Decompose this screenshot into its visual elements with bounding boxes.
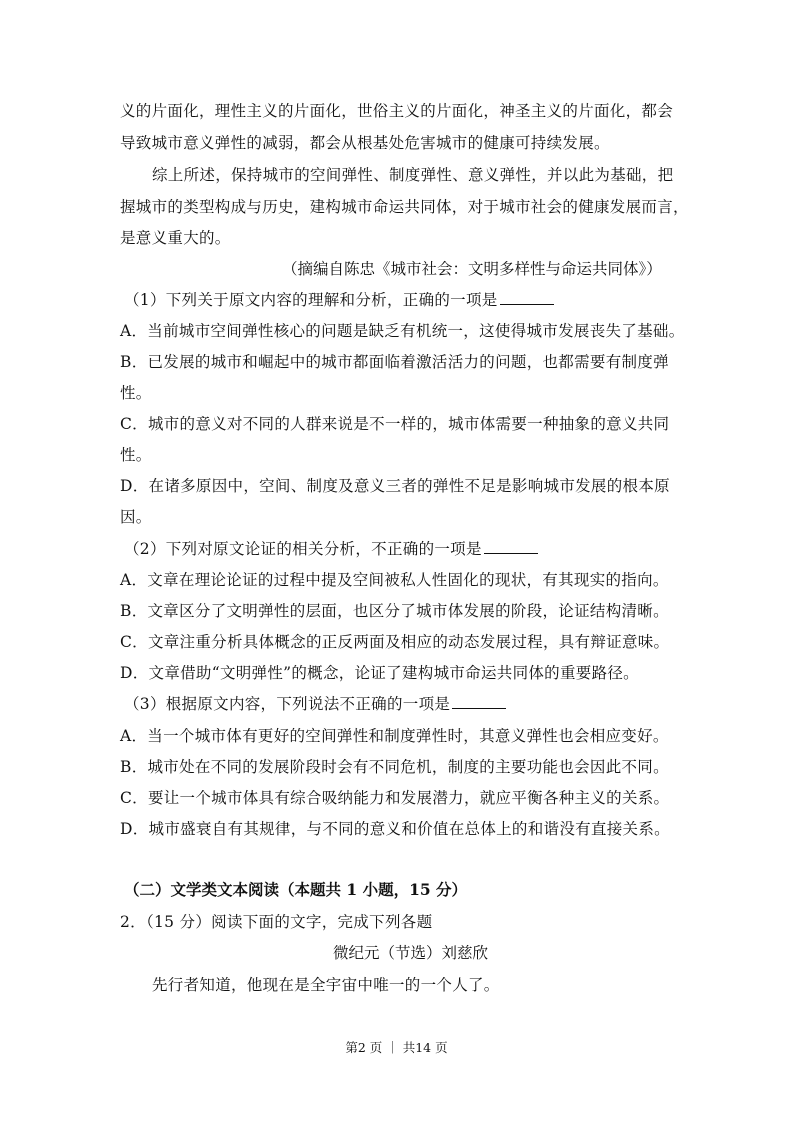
page-footer: 第2 页 ｜ 共14 页 bbox=[345, 1040, 448, 1055]
answer-blank bbox=[484, 539, 538, 554]
option-c-cont: 性。 bbox=[120, 446, 152, 464]
question-stem: （1）下列关于原文内容的理解和分析，正确的一项是 bbox=[124, 290, 684, 310]
paragraph-line: 导致城市意义弹性的减弱，都会从根基处危害城市的健康可持续发展。 bbox=[120, 134, 610, 152]
question-heading: 2．（15 分）阅读下面的文字，完成下列各题 bbox=[120, 913, 433, 931]
paragraph-line: 是意义重大的。 bbox=[120, 229, 231, 247]
option-d: D．文章借助“文明弹性”的概念，论证了建构城市命运共同体的重要路径。 bbox=[120, 664, 639, 682]
option-b-cont: 性。 bbox=[120, 384, 152, 402]
option-c: C．城市的意义对不同的人群来说是不一样的，城市体需要一种抽象的意义共同 bbox=[120, 415, 670, 433]
question-stem: （3）根据原文内容，下列说法不正确的一项是 bbox=[124, 694, 684, 714]
option-a: A．当前城市空间弹性核心的问题是缺乏有机统一，这使得城市发展丧失了基础。 bbox=[120, 322, 685, 340]
paragraph-line: 握城市的类型构成与历史，建构城市命运共同体，对于城市社会的健康发展而言， bbox=[120, 198, 689, 216]
option-d: D．在诸多原因中，空间、制度及意义三者的弹性不足是影响城市发展的根本原 bbox=[120, 477, 670, 495]
option-b: B．已发展的城市和崛起中的城市都面临着激活活力的问题，也都需要有制度弹 bbox=[120, 353, 669, 371]
answer-blank bbox=[500, 290, 554, 305]
option-c: C．要让一个城市体具有综合吸纳能力和发展潜力，就应平衡各种主义的关系。 bbox=[120, 789, 670, 807]
source-attribution: （摘编自陈忠《城市社会：文明多样性与命运共同体》） bbox=[282, 260, 662, 278]
question-stem: （2）下列对原文论证的相关分析，不正确的一项是 bbox=[124, 539, 684, 559]
option-b: B．城市处在不同的发展阶段时会有不同危机，制度的主要功能也会因此不同。 bbox=[120, 758, 669, 776]
option-c: C．文章注重分析具体概念的正反两面及相应的动态发展过程，具有辩证意味。 bbox=[120, 633, 670, 651]
option-d-cont: 因。 bbox=[120, 508, 152, 526]
paragraph-line: 义的片面化，理性主义的片面化，世俗主义的片面化，神圣主义的片面化，都会 bbox=[120, 102, 674, 120]
option-d: D．城市盛衰自有其规律，与不同的意义和价值在总体上的和谐没有直接关系。 bbox=[120, 820, 670, 838]
answer-blank bbox=[452, 694, 506, 709]
option-a: A．当一个城市体有更好的空间弹性和制度弹性时，其意义弹性也会相应变好。 bbox=[120, 727, 669, 745]
story-first-line: 先行者知道，他现在是全宇宙中唯一的一个人了。 bbox=[152, 976, 500, 994]
paragraph-line: 综上所述，保持城市的空间弹性、制度弹性、意义弹性，并以此为基础，把 bbox=[152, 166, 674, 184]
story-title: 微纪元（节选）刘慈欣 bbox=[332, 944, 488, 962]
section-heading: （二）文学类文本阅读（本题共 1 小题，15 分） bbox=[124, 880, 468, 899]
option-b: B．文章区分了文明弹性的层面，也区分了城市体发展的阶段，论证结构清晰。 bbox=[120, 602, 669, 620]
option-a: A．文章在理论论证的过程中提及空间被私人性固化的现状，有其现实的指向。 bbox=[120, 571, 669, 589]
